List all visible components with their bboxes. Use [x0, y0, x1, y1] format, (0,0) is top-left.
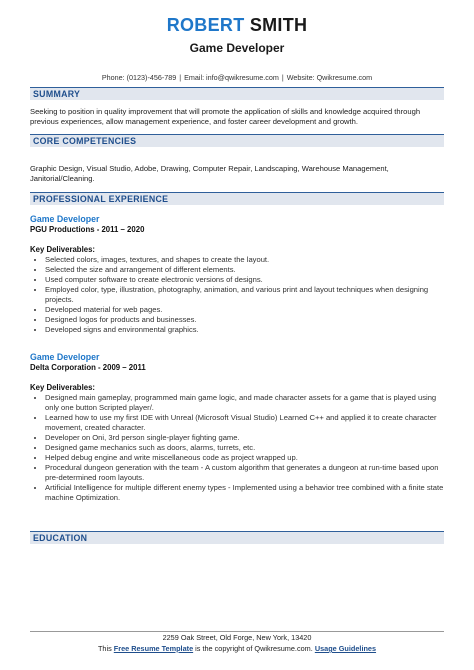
first-name: ROBERT — [166, 15, 245, 35]
separator: | — [179, 73, 182, 82]
list-item: • Employed color, type, illustration, photography, animation, and various print and layout techniques when designing projects. — [45, 285, 444, 305]
website: Website: Qwikresume.com — [286, 73, 373, 82]
usage-guidelines-link[interactable]: Usage Guidelines — [314, 644, 377, 653]
list-item: • Designed game mechanics such as doors, alarms, turrets, etc. — [45, 443, 444, 453]
list-item: • Selected the size and arrangement of different elements. — [45, 265, 444, 275]
competencies-heading: CORE COMPETENCIES — [30, 134, 444, 147]
deliverables-label: Key Deliverables: — [30, 245, 96, 254]
job-entry-2 — [30, 352, 444, 503]
resume-footer — [0, 631, 474, 654]
last-name: SMITH — [249, 15, 308, 35]
deliverables-list — [30, 393, 444, 503]
footer-text: is the copyright of Qwikresume.com. — [195, 644, 313, 653]
email: Email: info@qwikresume.com — [184, 73, 279, 82]
deliverables-label: Key Deliverables: — [30, 383, 96, 392]
list-item: • Designed main gameplay, programmed main game logic, and made character assets for a game that is played using only one button Scripted player/. — [45, 393, 444, 413]
deliverables-list — [30, 255, 444, 335]
list-item: • Developer on Oni, 3rd person single-player fighting game. — [45, 433, 444, 443]
free-resume-template-link[interactable]: Free Resume Template — [113, 644, 194, 653]
footer-text: This — [97, 644, 112, 653]
list-item: • Developed material for web pages. — [45, 305, 444, 315]
list-item: • Learned how to use my first IDE with Unreal (Microsoft Visual Studio) Learned C++ and applied it to create character movement, created character. — [45, 413, 444, 433]
list-item: • Developed signs and environmental graphics. — [45, 325, 444, 335]
education-heading: EDUCATION — [30, 531, 444, 544]
footer-copyright — [0, 643, 474, 654]
job-title: Game Developer — [30, 352, 100, 362]
job-company: Delta Corporation - 2009 – 2011 — [30, 363, 146, 372]
experience-heading: PROFESSIONAL EXPERIENCE — [30, 192, 444, 205]
list-item: • Designed logos for products and businesses. — [45, 315, 444, 325]
list-item: • Used computer software to create electronic versions of designs. — [45, 275, 444, 285]
contact-line — [0, 73, 474, 82]
resume-header — [0, 0, 474, 82]
footer-address: 2259 Oak Street, Old Forge, New York, 13420 — [162, 633, 312, 642]
job-entry-1 — [30, 214, 444, 335]
list-item: • Selected colors, images, textures, and shapes to create the layout. — [45, 255, 444, 265]
candidate-name — [0, 14, 474, 36]
separator: | — [281, 73, 284, 82]
list-item: • Helped debug engine and write miscellaneous code as project wrapped up. — [45, 453, 444, 463]
job-title: Game Developer — [30, 214, 100, 224]
summary-text: Seeking to position in quality improvement that will promote the application of skills and knowledge acquired through previous experiences, allow management experience, and foster career development and growth. — [30, 107, 421, 126]
job-title-heading: Game Developer — [189, 41, 285, 55]
job-company: PGU Productions - 2011 – 2020 — [30, 225, 145, 234]
list-item: • Procedural dungeon generation with the team - A custom algorithm that generates a dungeon at run-time based upon pre-determined room layouts. — [45, 463, 444, 483]
list-item: • Artificial Intelligence for multiple different enemy types - Implemented using a behavior tree combined with a finite state machine Optimization. — [45, 483, 444, 503]
summary-heading: SUMMARY — [30, 87, 444, 100]
phone: Phone: (0123)-456-789 — [101, 73, 177, 82]
competencies-text: Graphic Design, Visual Studio, Adobe, Drawing, Computer Repair, Landscaping, Warehouse Management, Janitorial/Cleaning. — [30, 164, 389, 183]
